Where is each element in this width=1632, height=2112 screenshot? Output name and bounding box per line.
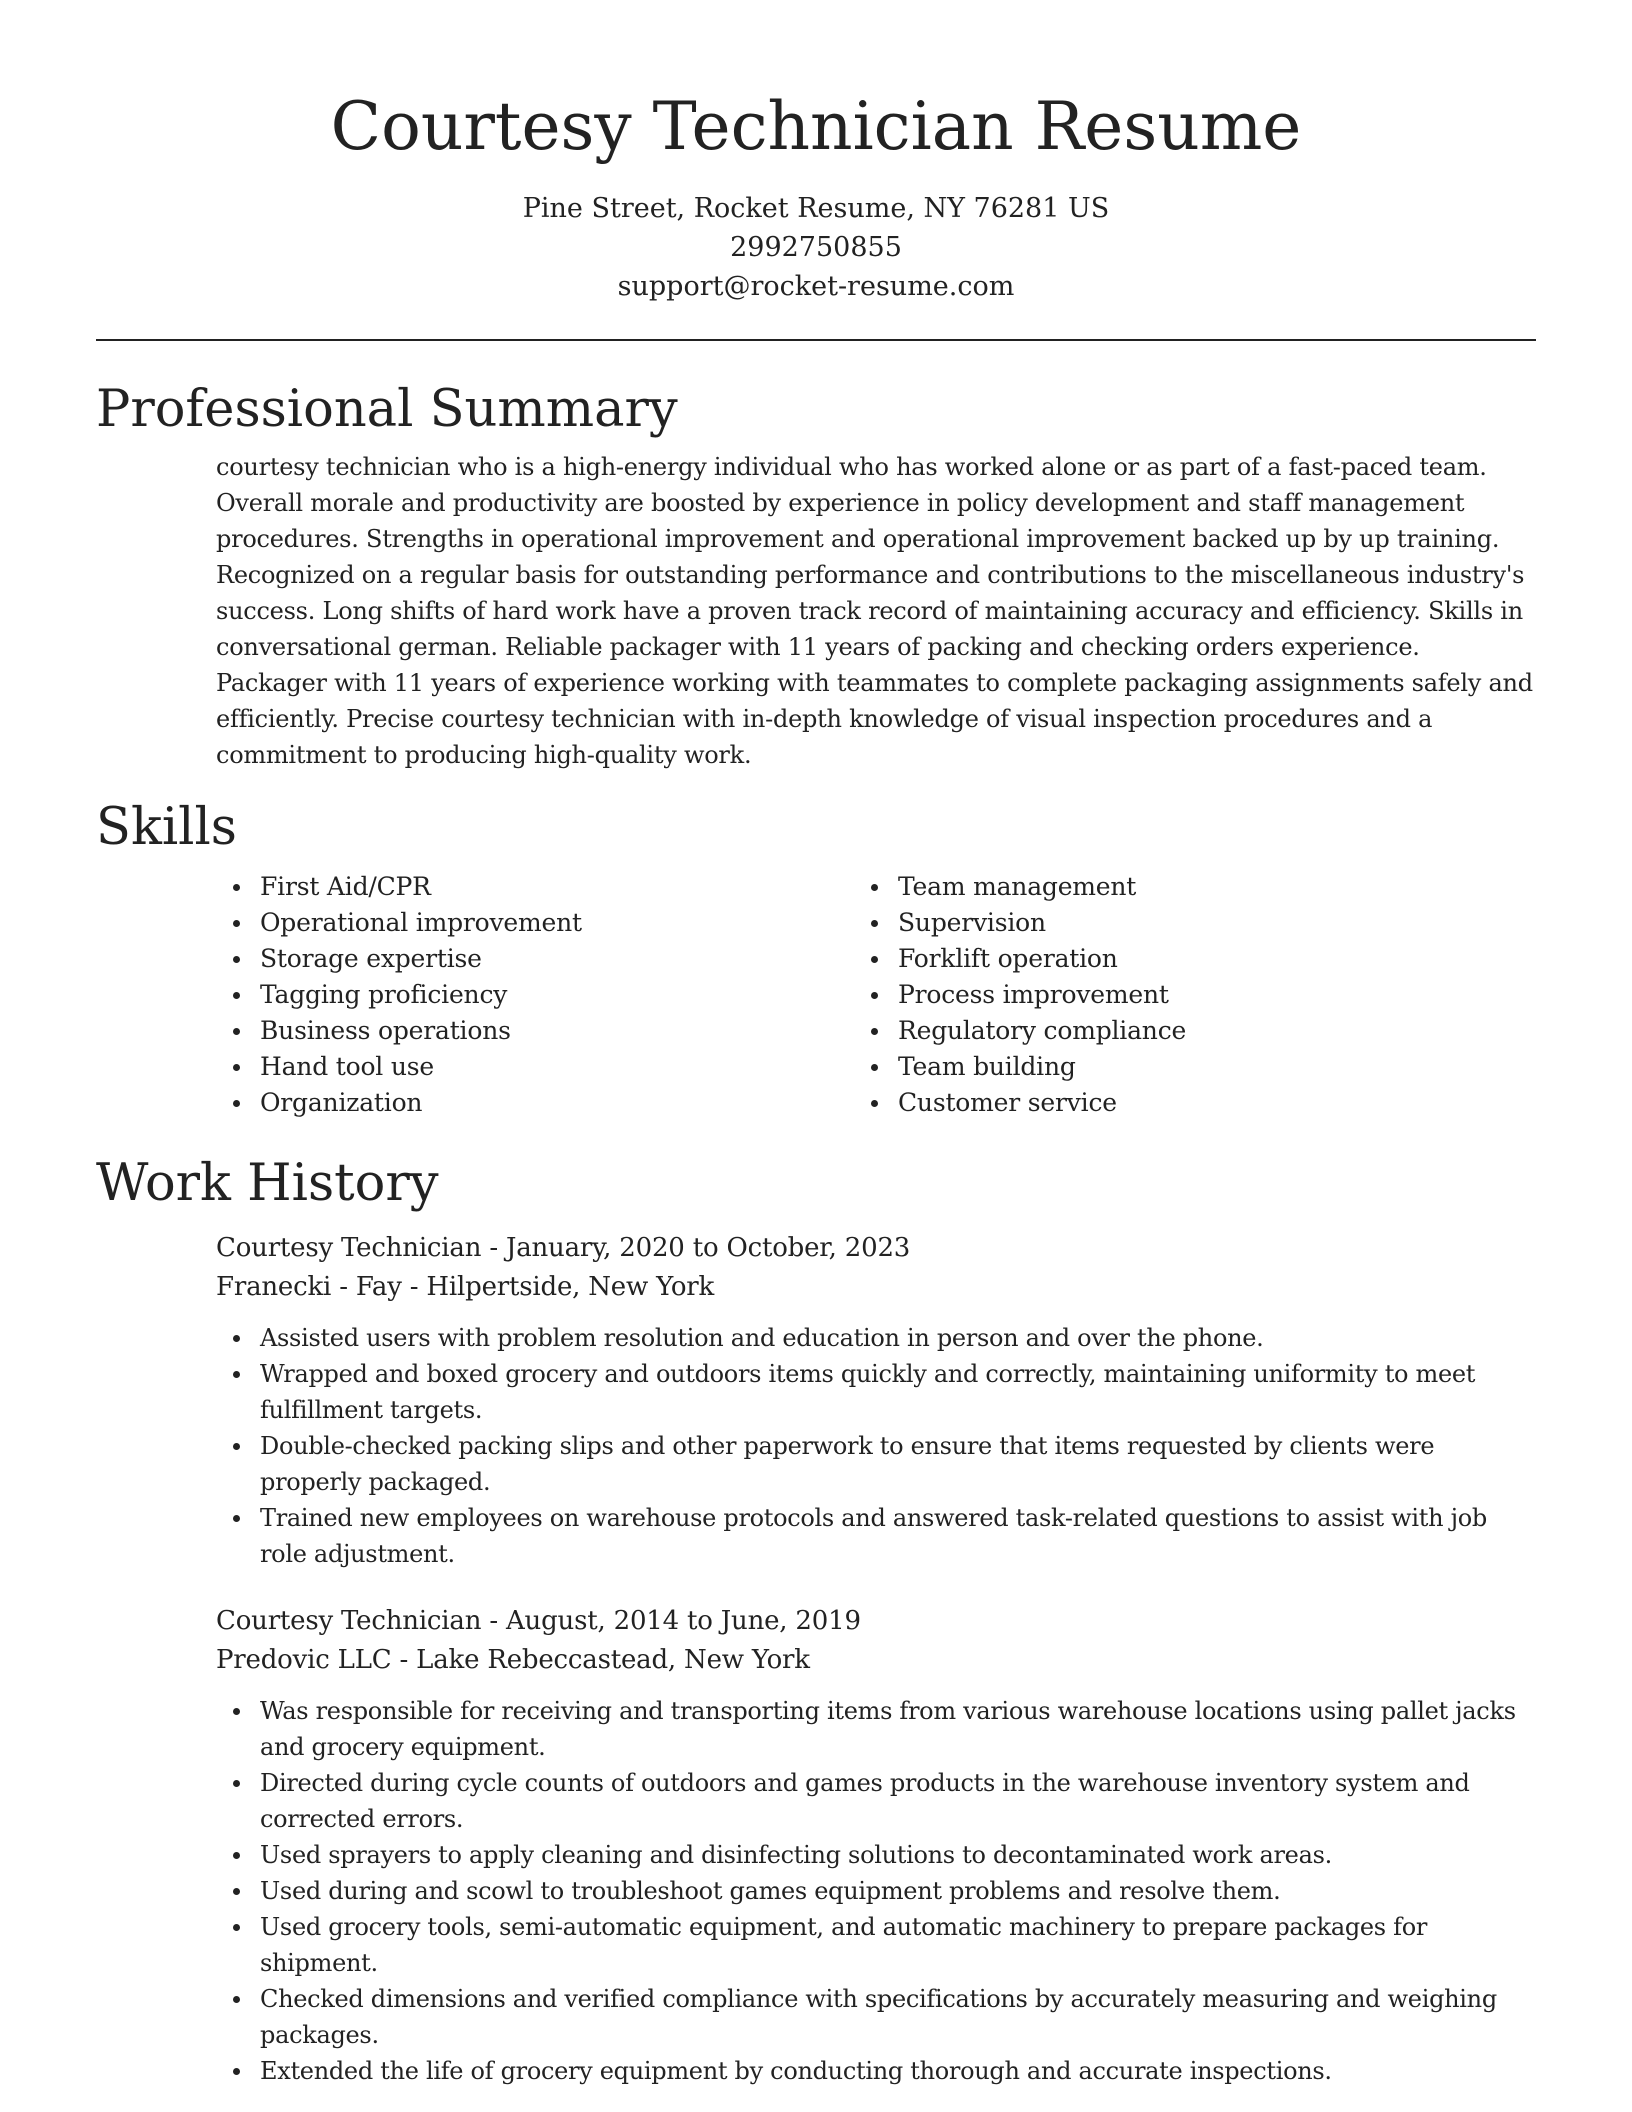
skill-item: Hand tool use <box>260 1049 898 1085</box>
skill-item: Regulatory compliance <box>898 1013 1536 1049</box>
job-bullet: Used sprayers to apply cleaning and disinfecting solutions to decontaminated work areas. <box>260 1837 1536 1873</box>
job-bullet: Assisted users with problem resolution and education in person and over the phone. <box>260 1320 1536 1356</box>
job-bullets <box>260 1693 1536 2089</box>
skill-item: Team management <box>898 869 1536 905</box>
job-entry <box>216 1229 1536 1572</box>
job-bullet: Used during and scowl to troubleshoot games equipment problems and resolve them. <box>260 1873 1536 1909</box>
skill-item: Business operations <box>260 1013 898 1049</box>
skills-column-2 <box>898 869 1536 1121</box>
job-title-line: Courtesy Technician - August, 2014 to June, 2019 <box>216 1606 861 1636</box>
job-bullet: Extended the life of grocery equipment by conducting thorough and accurate inspections. <box>260 2053 1536 2089</box>
work-history-heading: Work History <box>96 1154 439 1213</box>
skill-item: First Aid/CPR <box>260 869 898 905</box>
job-bullet: Was responsible for receiving and transporting items from various warehouse locations using pallet jacks and grocery equipment. <box>260 1693 1536 1765</box>
skill-item: Supervision <box>898 905 1536 941</box>
contact-phone: 2992750855 <box>730 232 902 263</box>
summary-heading: Professional Summary <box>96 380 678 439</box>
skill-item: Customer service <box>898 1085 1536 1121</box>
skill-item: Storage expertise <box>260 941 898 977</box>
job-company-line: Franecki - Fay - Hilpertside, New York <box>216 1272 715 1302</box>
skill-item: Tagging proficiency <box>260 977 898 1013</box>
skill-item: Operational improvement <box>260 905 898 941</box>
contact-address: Pine Street, Rocket Resume, NY 76281 US <box>522 193 1110 224</box>
header-divider <box>96 339 1536 341</box>
job-entry <box>216 1602 1536 2089</box>
skill-item: Process improvement <box>898 977 1536 1013</box>
skills-column-1 <box>260 869 898 1121</box>
job-bullet: Checked dimensions and verified compliance with specifications by accurately measuring and weighing packages. <box>260 1981 1536 2053</box>
skills-list <box>96 869 1536 1121</box>
skill-item: Forklift operation <box>898 941 1536 977</box>
job-company-line: Predovic LLC - Lake Rebeccastead, New York <box>216 1645 810 1675</box>
resume-title: Courtesy Technician Resume <box>330 88 1302 165</box>
resume-page <box>96 0 1536 2089</box>
job-bullet: Double-checked packing slips and other paperwork to ensure that items requested by clients were properly packaged. <box>260 1428 1536 1500</box>
skill-item: Organization <box>260 1085 898 1121</box>
job-bullet: Trained new employees on warehouse protocols and answered task-related questions to assist with job role adjustment. <box>260 1500 1536 1572</box>
job-bullets <box>260 1320 1536 1572</box>
contact-email: support@rocket-resume.com <box>617 271 1015 302</box>
skill-item: Team building <box>898 1049 1536 1085</box>
job-title-line: Courtesy Technician - January, 2020 to October, 2023 <box>216 1233 911 1263</box>
contact-block <box>96 189 1536 306</box>
skills-heading: Skills <box>96 798 237 857</box>
resume-header <box>96 0 1536 306</box>
job-bullet: Wrapped and boxed grocery and outdoors items quickly and correctly, maintaining uniformity to meet fulfillment targets. <box>260 1356 1536 1428</box>
summary-text: courtesy technician who is a high-energy individual who has worked alone or as part of a fast-paced team. Overall morale and productivity are boosted by experience in policy development and staff management procedures. Strengths in operational improvement and operational improvement backed up by up training. Recognized on a regular basis for outstanding performance and contributions to the miscellaneous industry's success. Long shifts of hard work have a proven track record of maintaining accuracy and efficiency. Skills in conversational german. Reliable packager with 11 years of packing and checking orders experience. Packager with 11 years of experience working with teammates to complete packaging assignments safely and efficiently. Precise courtesy technician with in-depth knowledge of visual inspection procedures and a commitment to producing high-quality work. <box>216 453 1533 769</box>
job-bullet: Used grocery tools, semi-automatic equipment, and automatic machinery to prepare packages for shipment. <box>260 1909 1536 1981</box>
job-bullet: Directed during cycle counts of outdoors and games products in the warehouse inventory system and corrected errors. <box>260 1765 1536 1837</box>
